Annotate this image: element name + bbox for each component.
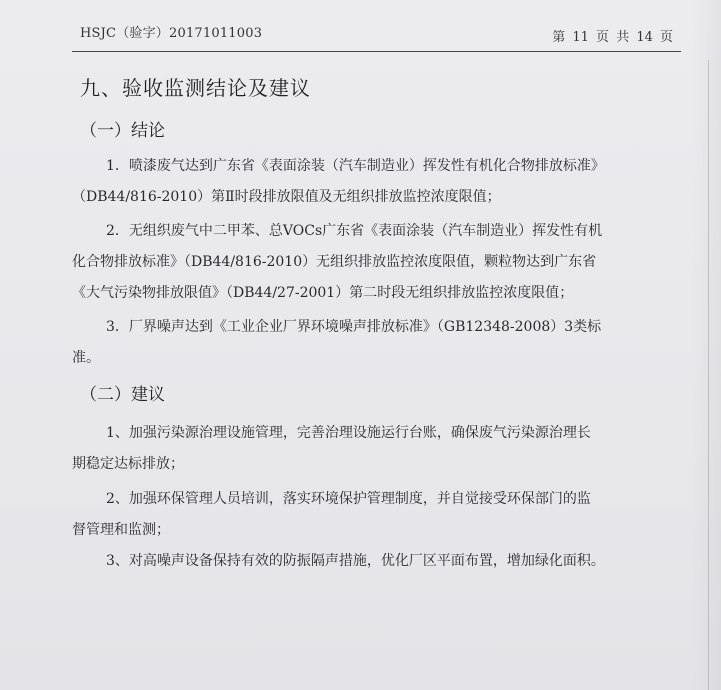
conclusion-2-line-2: 化合物排放标准》（DB44/816-2010）无组织排放监控浓度限值，颗粒物达到广东省 (72, 254, 597, 270)
suggestion-2-line-2: 督管理和监测； (72, 522, 170, 538)
suggestions-title: （二）建议 (80, 385, 165, 405)
header-divider (72, 51, 681, 52)
page-edge-shadow (691, 0, 721, 690)
suggestion-item-3 (72, 546, 684, 577)
conclusion-1-line-1: 1．喷漆废气达到广东省《表面涂装（汽车制造业）挥发性有机化合物排放标准》 (106, 158, 605, 174)
suggestion-3-line-1: 3、对高噪声设备保持有效的防振隔声措施，优化厂区平面布置，增加绿化面积。 (106, 553, 605, 569)
suggestion-2-line-1: 2、加强环保管理人员培训，落实环境保护管理制度，并自觉接受环保部门的监 (106, 491, 591, 507)
conclusion-item-3 (72, 312, 684, 374)
conclusions-title: （一）结论 (80, 121, 165, 141)
section-title: 九、验收监测结论及建议 (80, 76, 311, 100)
conclusion-2-line-3: 《大气污染物排放限值》（DB44/27-2001）第二时段无组织排放监控浓度限值； (72, 285, 574, 301)
conclusion-3-line-2: 准。 (72, 350, 100, 366)
suggestion-1-line-1: 1、加强污染源治理设施管理，完善治理设施运行台账，确保废气污染源治理长 (106, 425, 591, 441)
conclusion-1-line-2: （DB44/816-2010）第Ⅱ时段排放限值及无组织排放监控浓度限值； (72, 189, 501, 205)
suggestion-1-line-2: 期稳定达标排放； (72, 456, 184, 472)
suggestion-item-1 (72, 418, 684, 480)
conclusion-2-line-1: 2．无组织废气中二甲苯、总VOCs广东省《表面涂装（汽车制造业）挥发性有机 (106, 223, 603, 239)
suggestion-item-2 (72, 484, 684, 546)
page-number: 第 11 页 共 14 页 (552, 30, 673, 45)
conclusion-item-1 (72, 151, 684, 213)
conclusion-3-line-1: 3．厂界噪声达到《工业企业厂界环境噪声排放标准》（GB12348-2008）3类标 (106, 319, 602, 335)
page-edge-line (708, 60, 709, 690)
report-id: HSJC（验字）20171011003 (80, 26, 263, 41)
conclusion-item-2 (72, 216, 684, 309)
